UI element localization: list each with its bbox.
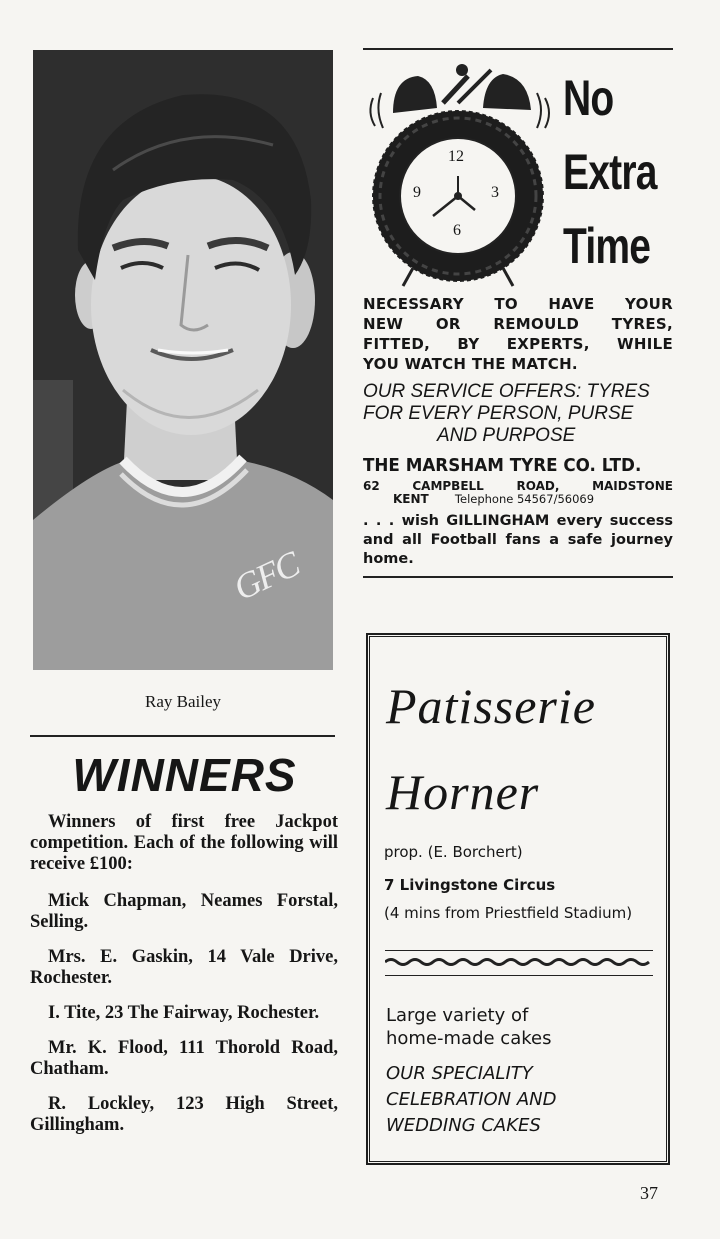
clock-number-3: 3 <box>491 184 499 201</box>
headline-extra: Extra <box>563 144 657 200</box>
patisserie-name-line2: Horner <box>386 764 540 820</box>
winners-list <box>30 812 338 1150</box>
patisserie-location-note: (4 mins from Priestfield Stadium) <box>384 904 633 922</box>
headline-time: Time <box>563 218 651 274</box>
tyre-address-county: KENT <box>393 492 429 506</box>
tyre-address-line: 62 CAMPBELL ROAD, MAIDSTONE <box>363 479 673 493</box>
patisserie-speciality-line: OUR SPECIALITY <box>386 1063 533 1084</box>
patisserie-speciality-line: CELEBRATION AND <box>386 1089 557 1110</box>
shirt-monogram: GFC <box>227 543 305 609</box>
clock-number-9: 9 <box>413 184 421 201</box>
patisserie-name-line1: Patisserie <box>386 678 596 734</box>
necessary-line: YOU WATCH THE MATCH. <box>363 355 578 373</box>
winner-entry: I. Tite, 23 The Fairway, Rochester. <box>48 1003 320 1023</box>
necessary-line: NECESSARY TO HAVE YOUR <box>363 295 673 313</box>
player-photo <box>33 50 333 670</box>
headline-no: No <box>563 70 614 126</box>
tyre-ad-bottom-rule <box>363 576 673 578</box>
winners-title: WINNERS <box>72 749 297 801</box>
service-line: FOR EVERY PERSON, PURSE <box>363 403 634 424</box>
patisserie-variety-line: Large variety of <box>386 1005 529 1026</box>
necessary-line: FITTED, BY EXPERTS, WHILE <box>363 335 673 353</box>
photo-caption: Ray Bailey <box>144 692 221 711</box>
tyre-wish-text: . . . wish GILLINGHAM every success and all Football fans a safe journey home. <box>363 513 673 567</box>
tyre-telephone: Telephone 54567/56069 <box>454 492 595 506</box>
patisserie-proprietor: prop. (E. Borchert) <box>384 843 523 861</box>
patisserie-variety-line: home-made cakes <box>386 1028 552 1049</box>
winners-intro: Winners of first free Jackpot competition. Each of the following will receive £100: <box>30 812 338 874</box>
winner-entry: Mick Chapman, Neames Forstal, Selling. <box>30 891 338 932</box>
clock-number-6: 6 <box>453 222 461 239</box>
tyre-address <box>363 480 673 506</box>
tyre-service-text <box>363 381 673 447</box>
winner-entry: R. Lockley, 123 High Street, Gillingham. <box>30 1094 338 1135</box>
service-line: OUR SERVICE OFFERS: TYRES <box>363 381 650 402</box>
winner-entry: Mr. K. Flood, 111 Thorold Road, Chatham. <box>30 1038 338 1079</box>
necessary-line: NEW OR REMOULD TYRES, <box>363 315 673 333</box>
patisserie-rule-top <box>385 950 653 951</box>
clock-number-12: 12 <box>448 148 464 165</box>
wave-ornament <box>385 957 653 967</box>
winners-divider <box>30 735 335 737</box>
tyre-necessary-text <box>363 294 673 374</box>
patisserie-rule-bottom <box>385 975 653 976</box>
service-line: AND PURPOSE <box>437 425 576 446</box>
patisserie-speciality-line: WEDDING CAKES <box>386 1115 541 1136</box>
winner-entry: Mrs. E. Gaskin, 14 Vale Drive, Rochester. <box>30 947 338 988</box>
patisserie-address: 7 Livingstone Circus <box>384 876 556 894</box>
page-number: 37 <box>640 1183 658 1203</box>
tyre-company-name: THE MARSHAM TYRE CO. LTD. <box>363 455 642 476</box>
